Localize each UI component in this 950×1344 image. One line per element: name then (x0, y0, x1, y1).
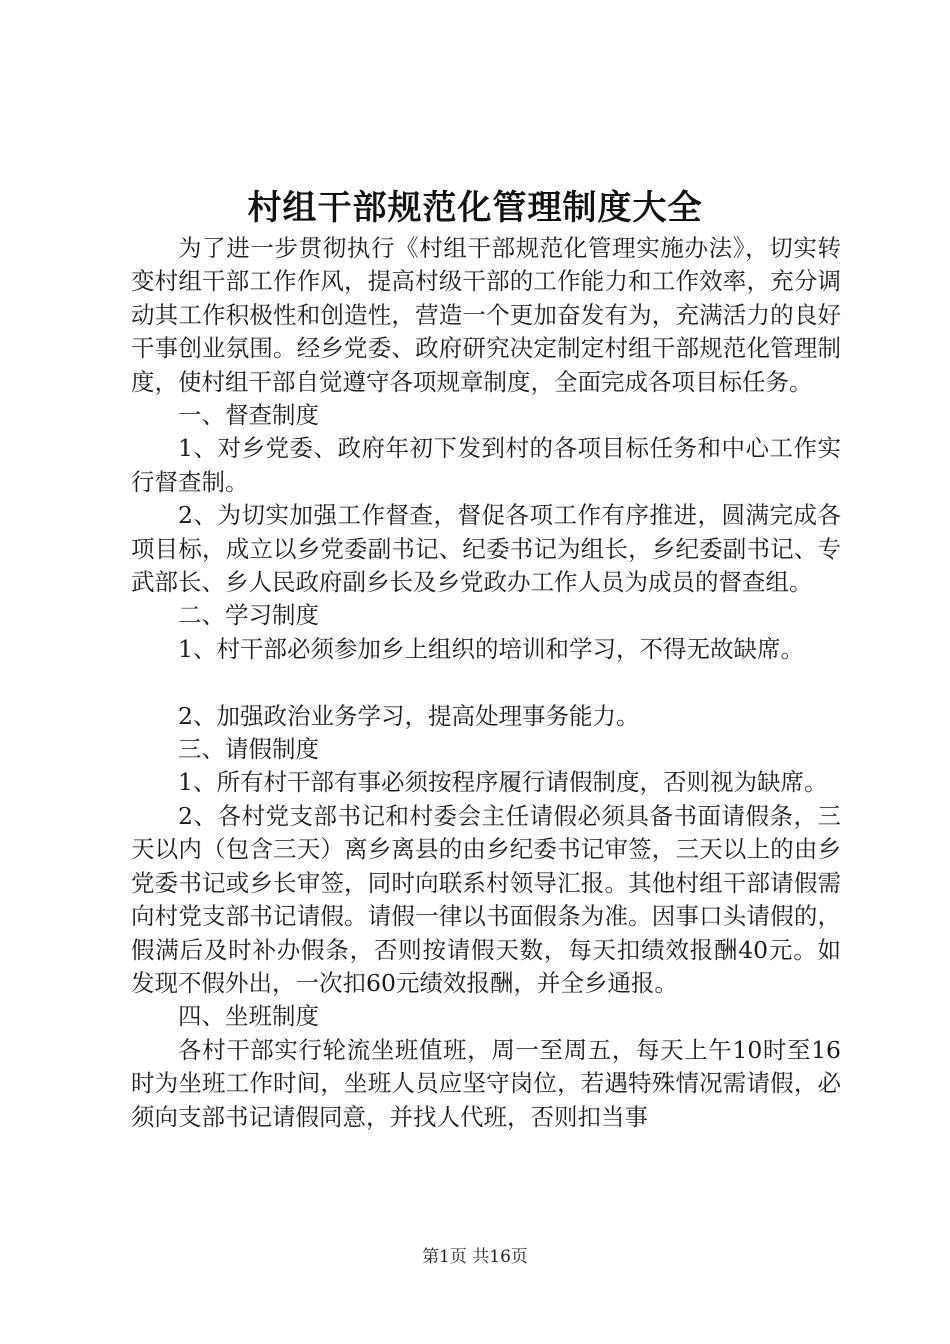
section-heading-study: 二、学习制度 (178, 601, 319, 630)
paragraph: 1、对乡党委、政府年初下发到村的各项目标任务和中心工作实行督查制。 (131, 434, 841, 496)
paragraph: 2、加强政治业务学习，提高处理事务能力。 (178, 701, 640, 730)
paragraph: 各村干部实行轮流坐班值班，周一至周五，每天上午10时至16时为坐班工作时间，坐班人员应坚守岗位，若遇特殊情况需请假，必须向支部书记请假同意，并找人代班，否则扣当事 (131, 1035, 841, 1131)
paragraph: 1、所有村干部有事必须按程序履行请假制度，否则视为缺席。 (178, 768, 828, 797)
section-heading-supervision: 一、督查制度 (178, 401, 319, 430)
document-body (131, 232, 841, 1134)
intro-paragraph: 为了进一步贯彻执行《村组干部规范化管理实施办法》，切实转变村组干部工作作风，提高村级干部的工作能力和工作效率，充分调动其工作积极性和创造性，营造一个更加奋发有为，充满活力的良好干事创业氛围。经乡党委、政府研究决定制定村组干部规范化管理制度，使村组干部自觉遵守各项规章制度，全面完成各项目标任务。 (131, 234, 841, 396)
section-heading-leave: 三、请假制度 (178, 735, 319, 764)
section-heading-duty: 四、坐班制度 (178, 1002, 319, 1031)
paragraph: 2、为切实加强工作督查，督促各项工作有序推进，圆满完成各项目标，成立以乡党委副书记、纪委书记为组长，乡纪委副书记、专武部长、乡人民政府副乡长及乡党政办工作人员为成员的督查组。 (131, 501, 841, 597)
page-number: 第1页 共16页 (422, 1247, 528, 1267)
paragraph: 1、村干部必须参加乡上组织的培训和学习，不得无故缺席。 (178, 634, 804, 663)
paragraph: 2、各村党支部书记和村委会主任请假必须具备书面请假条，三天以内（包含三天）离乡离县的由乡纪委书记审签，三天以上的由乡党委书记或乡长审签，同时向联系村领导汇报。其他村组干部请假需向村党支部书记请假。请假一律以书面假条为准。因事口头请假的，假满后及时补办假条，否则按请假天数，每天扣绩效报酬40元。如发现不假外出，一次扣60元绩效报酬，并全乡通报。 (131, 801, 841, 997)
document-title: 村组干部规范化管理制度大全 (247, 188, 703, 228)
